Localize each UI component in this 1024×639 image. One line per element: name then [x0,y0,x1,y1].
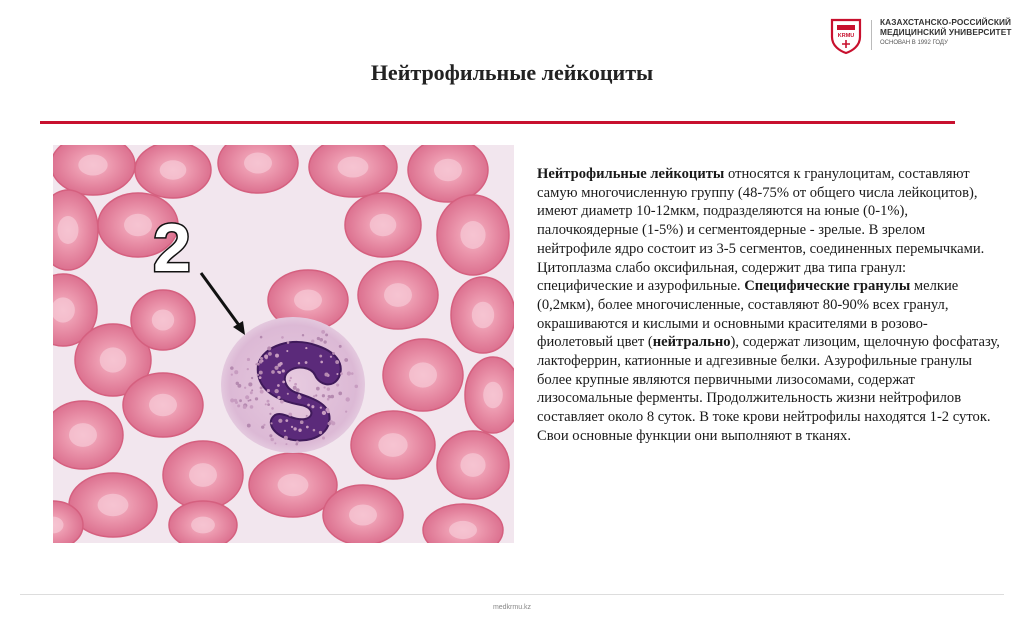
body-paragraph [537,165,1002,446]
granule [355,385,358,388]
granule [268,352,272,356]
granule [264,355,268,359]
granule [336,383,339,386]
title-divider [40,121,955,124]
granule [230,398,234,402]
granule [250,405,254,409]
red-blood-cell-center [384,283,412,307]
granule [280,400,284,404]
granule [281,336,284,339]
granule [247,368,249,370]
granule [231,374,233,376]
granule [296,388,300,392]
red-blood-cell-center [449,521,477,539]
granule [247,424,251,428]
slide-title: Нейтрофильные лейкоциты [370,60,654,85]
granule [306,415,308,417]
granule [271,370,275,374]
granule [335,360,339,364]
granule [293,427,296,430]
university-logo [829,17,1012,55]
granule [328,395,331,398]
red-blood-cell-center [370,214,397,236]
granule [234,370,238,374]
granule [245,395,249,399]
red-blood-cell-center [78,155,107,176]
granule [267,346,271,350]
granule [260,336,263,339]
granule [265,403,267,405]
granule [322,411,326,415]
granule [237,404,240,407]
granule [282,380,285,383]
granule [263,424,265,426]
granule [275,354,279,358]
granule [323,340,326,343]
granule [250,391,253,394]
granule [271,407,274,410]
red-blood-cell-center [294,290,322,311]
logo-line-2: МЕДИЦИНСКИЙ УНИВЕРСИТЕТ [880,27,1012,37]
neutrophil-micrograph [53,145,514,543]
granule [259,371,263,375]
granule [257,374,259,376]
granule [269,413,271,415]
red-blood-cell-center [189,463,217,487]
granule [351,372,354,375]
red-blood-cell-center [69,423,97,447]
granule [287,341,290,344]
granule [306,426,309,429]
granule [255,397,258,400]
granule [311,405,314,408]
granule [319,338,323,342]
bold-term: Нейтрофильные лейкоциты [537,166,725,182]
red-blood-cell-center [460,453,485,477]
granule [270,438,273,441]
red-blood-cell-center [100,347,127,372]
granule [298,362,300,364]
granule [288,413,292,417]
granule [313,429,316,432]
red-blood-cell-center [349,505,377,526]
granule [328,422,331,425]
red-blood-cell-center [434,159,462,181]
granule [319,431,322,434]
granule [247,358,250,361]
granule [316,387,320,391]
granule [340,372,343,375]
granule [323,386,325,388]
granule [345,410,347,412]
granule [320,361,323,364]
footer-divider [20,594,1004,595]
granule [325,333,328,336]
granule [260,357,263,360]
red-blood-cell-center [244,153,272,174]
logo-line-3: ОСНОВАН В 1992 ГОДУ [880,40,948,46]
granule [339,345,342,348]
text-run: мелкие (0,2мкм), более многочисленные, составляют 80-90% всех гранул, окрашиваются и кислыми и основными красителями в розово-фиолетовый цвет ( [537,278,959,351]
text-run: ), содержат лизоцим, щелочную фосфатазу, лактоферрин, катионные и адгезивные белки. Азурофильные гранулы более крупные являются первичными лизосомами, содержат лизосомальные ферменты. Продолжительность жизни нейтрофилов составляет около 8 суток. В токе крови нейтрофилы находятся 1-2 суток. Свои основные функции они выполняют в тканях. [537,334,1000,444]
granule [248,400,250,402]
granule [285,443,287,445]
granule [267,389,270,392]
granule [336,373,338,375]
granule [322,394,325,397]
granule [302,334,304,336]
granule [277,384,280,387]
granule [286,350,288,352]
granule [282,369,285,372]
granule [251,389,253,391]
granule [291,426,293,428]
granule [298,394,300,396]
figure-label: 2 [153,210,191,286]
logo-text [880,17,1012,48]
granule [284,436,288,440]
granule [287,393,289,395]
granule [244,387,246,389]
red-blood-cell-center [58,216,79,244]
footer-site: medkrmu.kz [492,604,532,611]
granule [285,419,288,422]
granule [278,363,282,367]
granule [327,398,330,401]
granule [332,352,335,355]
red-blood-cell-center [124,214,152,236]
granule [298,429,301,432]
granule [327,387,330,390]
red-blood-cell-center [160,160,187,180]
granule [236,382,239,385]
red-blood-cell-center [378,433,407,457]
red-blood-cell-center [278,474,309,496]
granule [243,405,247,409]
granule [260,386,263,389]
granule [261,425,264,428]
granule [320,407,322,409]
granule [289,380,291,382]
bold-term: нейтрально [652,334,731,351]
granule [284,430,286,432]
granule [260,390,264,394]
granule [305,361,308,364]
granule [277,371,279,373]
red-blood-cell-center [98,494,129,516]
granule [322,436,325,439]
logo-line-1: КАЗАХСТАНСКО-РОССИЙСКИЙ [880,17,1012,27]
red-blood-cell-center [152,310,174,331]
granule [305,347,307,349]
logo-badge-text: KRMU [837,33,855,39]
text-run: относятся к гранулоцитам, составляют самую многочисленную группу (48-75% от общего числа лейкоцитов), имеют диаметр 10-12мкм, подразделяются на юные (0-1%), палочкоядерные (1-5%) и сегментоядерные - зрелые. В зрелом нейтрофиле ядро состоит из 3-5 сегментов, соединенных перемычками. Цитоплазма слабо оксифильная, содержит два типа гранул: специфические и азурофильные. [537,166,985,295]
granule [325,408,329,412]
red-blood-cell-center [191,517,215,534]
granule [311,340,314,343]
granule [313,395,315,397]
granule [267,400,270,403]
granule [267,403,270,406]
shield-icon [829,17,863,55]
granule [248,382,252,386]
granule [290,377,292,379]
red-blood-cell-center [338,157,369,178]
red-blood-cell-center [409,362,437,387]
granule [274,389,278,393]
granule [278,419,282,423]
granule [324,372,328,376]
granule [269,434,272,437]
granule [315,394,317,396]
granule [330,356,332,358]
granule [230,366,234,370]
granule [277,396,280,399]
granule [235,401,238,404]
granule [261,360,263,362]
red-blood-cell-center [149,394,177,416]
granule [300,420,304,424]
granule [307,404,310,407]
granule [251,377,253,379]
granule [347,371,351,375]
bold-term: Специфические гранулы [744,278,911,295]
granule [259,376,262,379]
red-blood-cell-center [483,382,503,409]
granule [295,443,298,446]
granule [294,383,297,386]
granule [338,392,342,396]
granule [321,330,325,334]
granule [270,422,272,424]
granule [274,366,278,370]
micrograph-drawing [53,145,514,543]
granule [346,397,350,401]
granule [319,355,322,358]
granule [344,358,348,362]
red-blood-cell-center [460,221,485,249]
red-blood-cell-center [472,302,494,329]
logo-divider [871,20,872,50]
granule [255,363,257,365]
granule [239,399,242,402]
granule [274,442,276,444]
